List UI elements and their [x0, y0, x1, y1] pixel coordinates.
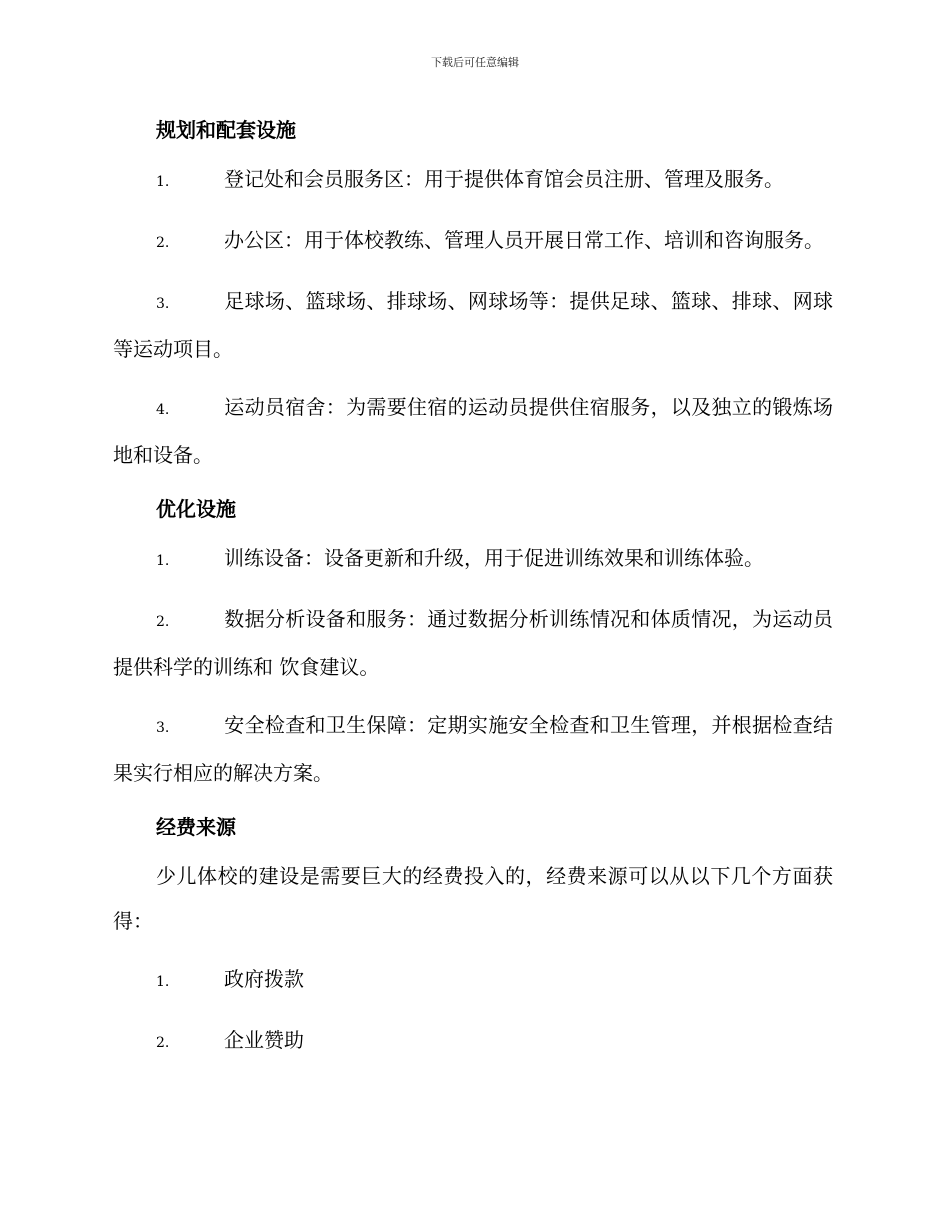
list-item [113, 703, 833, 796]
list-text: 运动员宿舍：为需要住宿的运动员提供住宿服务，以及独立的锻炼场地和设备。 [113, 395, 833, 467]
list-item [113, 218, 833, 266]
list-number: 4. [156, 402, 170, 418]
list-item [113, 279, 833, 372]
list-number: 2. [156, 1035, 170, 1051]
list-number: 1. [156, 974, 170, 990]
list-text: 登记处和会员服务区：用于提供体育馆会员注册、管理及服务。 [224, 167, 784, 191]
list-text: 足球场、篮球场、排球场、网球场等：提供足球、篮球、排球、网球等运动项目。 [113, 289, 833, 361]
list-item [113, 1018, 833, 1066]
list-item [113, 957, 833, 1005]
list-text: 数据分析设备和服务：通过数据分析训练情况和体质情况，为运动员提供科学的训练和 饮食建议。 [113, 607, 833, 679]
list-item [113, 157, 833, 205]
list-number: 2. [156, 614, 170, 630]
list-number: 1. [156, 174, 170, 190]
document-body [113, 116, 833, 1066]
list-number: 3. [156, 720, 170, 736]
section-title-funding: 经费来源 [156, 815, 236, 839]
list-text: 训练设备：设备更新和升级，用于促进训练效果和训练体验。 [224, 546, 764, 570]
list-number: 1. [156, 553, 170, 569]
list-item [113, 385, 833, 478]
list-number: 2. [156, 235, 170, 251]
list-text: 企业赞助 [224, 1028, 304, 1052]
list-item [113, 536, 833, 584]
page-header: 下载后可任意编辑 [431, 56, 519, 69]
list-number: 3. [156, 296, 170, 312]
funding-intro-paragraph: 少儿体校的建设是需要巨大的经费投入的，经费来源可以从以下几个方面获得： [113, 864, 833, 933]
list-item [113, 597, 833, 690]
list-text: 安全检查和卫生保障：定期实施安全检查和卫生管理，并根据检查结果实行相应的解决方案。 [113, 713, 833, 785]
section-title-planning: 规划和配套设施 [156, 118, 296, 142]
list-text: 办公区：用于体校教练、管理人员开展日常工作、培训和咨询服务。 [224, 228, 824, 252]
section-title-optimization: 优化设施 [156, 497, 236, 521]
list-text: 政府拨款 [224, 967, 304, 991]
